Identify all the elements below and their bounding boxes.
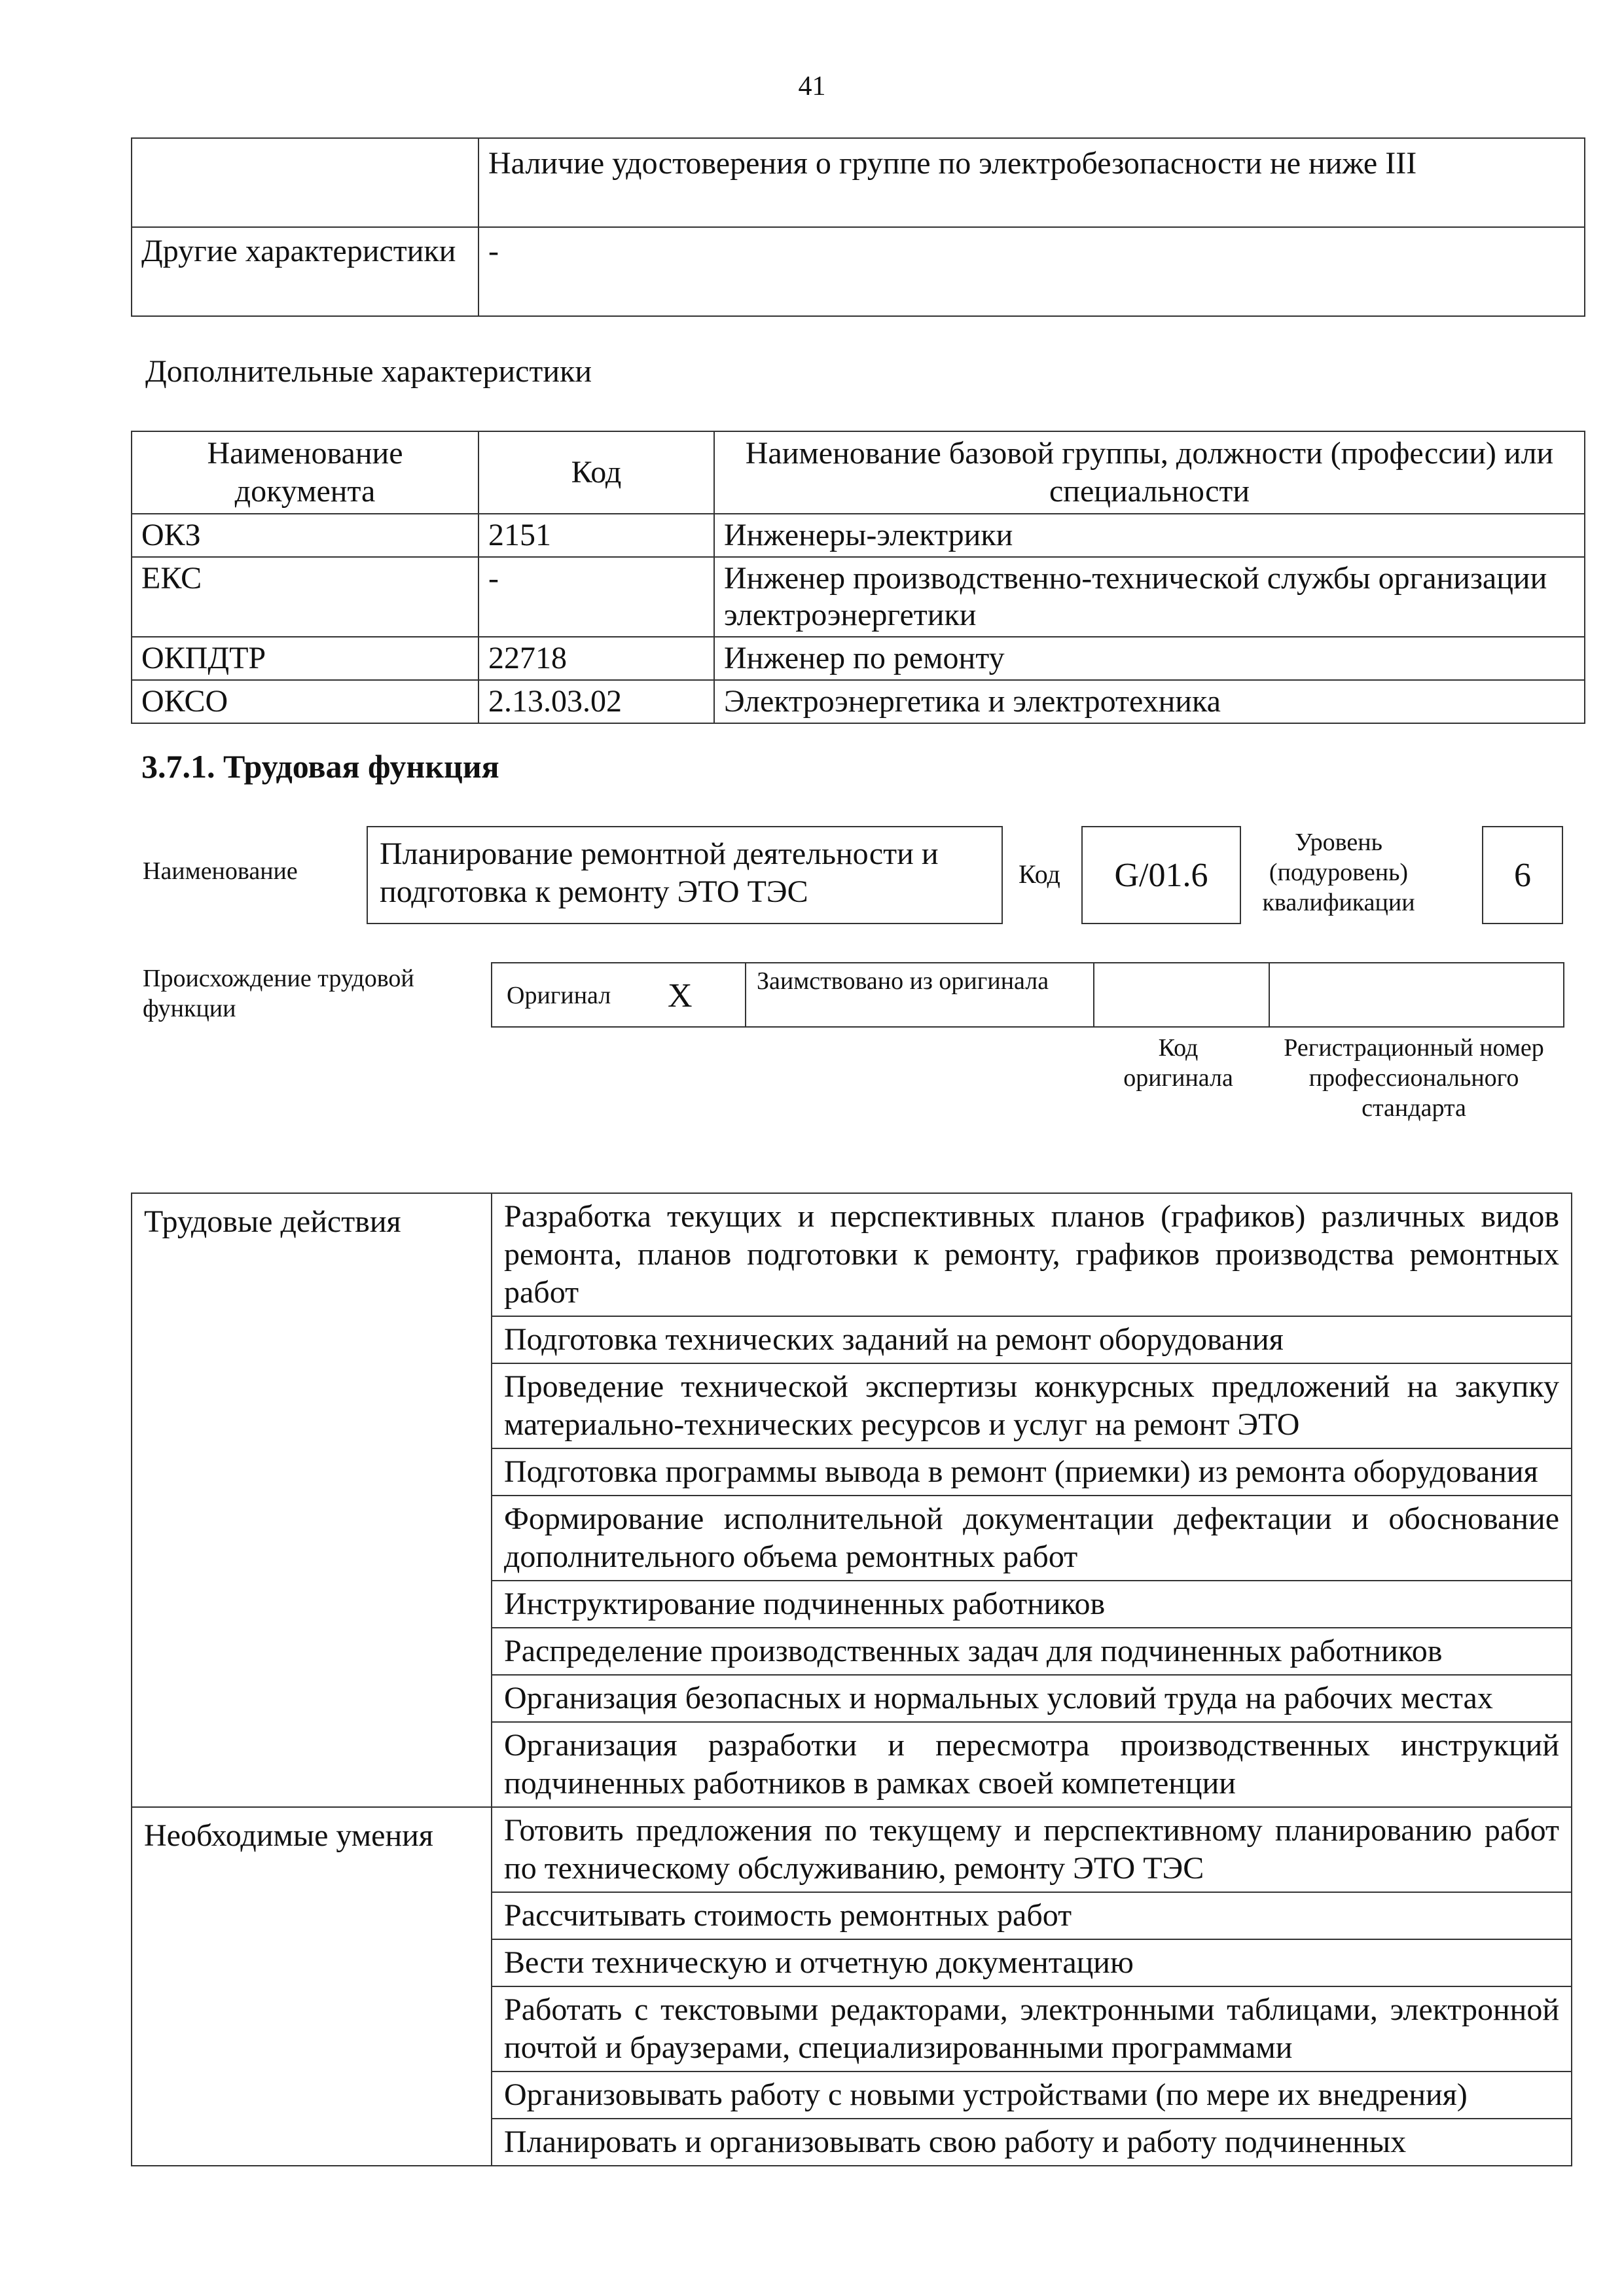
table-row — [132, 557, 1585, 637]
doc-cell: ОКЗ — [132, 514, 478, 557]
section-title: 3.7.1. Трудовая функция — [141, 748, 499, 785]
skills-label: Необходимые умения — [132, 1807, 492, 2166]
skill-item: Планировать и организовывать свою работу и работу подчиненных — [492, 2119, 1572, 2166]
original-mark: X — [668, 977, 693, 1014]
skill-item: Работать с текстовыми редакторами, электронными таблицами, электронной почтой и браузерами, специализированными программами — [492, 1986, 1572, 2072]
page-number: 41 — [798, 71, 826, 101]
other-characteristics-value: - — [478, 227, 1585, 316]
action-item: Подготовка технических заданий на ремонт оборудования — [492, 1316, 1572, 1363]
code-cell: 22718 — [478, 637, 714, 680]
other-characteristics-label: Другие характеристики — [132, 227, 478, 316]
code-cell: - — [478, 557, 714, 637]
actions-label: Трудовые действия — [132, 1193, 492, 1807]
action-item: Формирование исполнительной документации дефектации и обоснование дополнительного объема ремонтных работ — [492, 1496, 1572, 1581]
empty-cell — [132, 138, 478, 227]
header-code: Код — [478, 431, 714, 514]
header-group-name: Наименование базовой группы, должности (профессии) или специальности — [714, 431, 1585, 514]
name-cell: Инженер по ремонту — [714, 637, 1585, 680]
additional-characteristics-table — [131, 431, 1585, 724]
action-item: Подготовка программы вывода в ремонт (приемки) из ремонта оборудования — [492, 1448, 1572, 1496]
action-item: Проведение технической экспертизы конкурсных предложений на закупку материально-технических ресурсов и услуг на ремонт ЭТО — [492, 1363, 1572, 1448]
function-name-box — [367, 826, 1003, 924]
origin-original-cell — [491, 962, 746, 1028]
additional-title: Дополнительные характеристики — [145, 354, 592, 389]
skill-item: Вести техническую и отчетную документацию — [492, 1939, 1572, 1986]
code-original-cell — [1093, 962, 1270, 1028]
name-label: Наименование — [143, 857, 298, 885]
code-value: G/01.6 — [1114, 856, 1208, 894]
skill-item: Организовывать работу с новыми устройствами (по мере их внедрения) — [492, 2072, 1572, 2119]
code-cell: 2.13.03.02 — [478, 680, 714, 723]
origin-label: Происхождение трудовой функции — [143, 965, 414, 1022]
reg-number-cell — [1269, 962, 1564, 1028]
code-box — [1081, 826, 1241, 924]
level-box — [1482, 826, 1563, 924]
table-row — [132, 514, 1585, 557]
name-cell: Инженеры-электрики — [714, 514, 1585, 557]
code-cell: 2151 — [478, 514, 714, 557]
code-original-caption: Код оригинала — [1123, 1034, 1233, 1092]
borrowed-cell — [745, 962, 1094, 1028]
reg-number-caption: Регистрационный номер профессионального стандарта — [1284, 1034, 1544, 1122]
header-document: Наименование документа — [132, 431, 478, 514]
level-label: Уровень (подуровень) квалификации — [1262, 829, 1415, 916]
table-row — [132, 637, 1585, 680]
qualification-table — [131, 137, 1585, 317]
level-value: 6 — [1514, 856, 1531, 894]
borrowed-label: Заимствовано из оригинала — [757, 967, 1049, 995]
action-item: Организация разработки и пересмотра производственных инструкций подчиненных работников в рамках своей компетенции — [492, 1722, 1572, 1807]
function-name: Планирование ремонтной деятельности и подготовка к ремонту ЭТО ТЭС — [380, 836, 939, 909]
labor-function-table — [131, 1193, 1572, 2166]
skill-item: Рассчитывать стоимость ремонтных работ — [492, 1892, 1572, 1939]
code-label: Код — [1019, 859, 1060, 889]
name-cell: Инженер производственно-технической службы организации электроэнергетики — [714, 557, 1585, 637]
doc-cell: ЕКС — [132, 557, 478, 637]
table-row — [132, 680, 1585, 723]
doc-cell: ОКПДТР — [132, 637, 478, 680]
safety-group-requirement: Наличие удостоверения о группе по электробезопасности не ниже III — [478, 138, 1585, 227]
action-item: Организация безопасных и нормальных условий труда на рабочих местах — [492, 1675, 1572, 1722]
skill-item: Готовить предложения по текущему и перспективному планированию работ по техническому обслуживанию, ремонту ЭТО ТЭС — [492, 1807, 1572, 1892]
action-item: Разработка текущих и перспективных планов (графиков) различных видов ремонта, планов подготовки к ремонту, графиков производства ремонтных работ — [492, 1193, 1572, 1316]
action-item: Распределение производственных задач для подчиненных работников — [492, 1628, 1572, 1675]
action-item: Инструктирование подчиненных работников — [492, 1581, 1572, 1628]
doc-cell: ОКСО — [132, 680, 478, 723]
original-label: Оригинал — [507, 982, 611, 1009]
name-cell: Электроэнергетика и электротехника — [714, 680, 1585, 723]
